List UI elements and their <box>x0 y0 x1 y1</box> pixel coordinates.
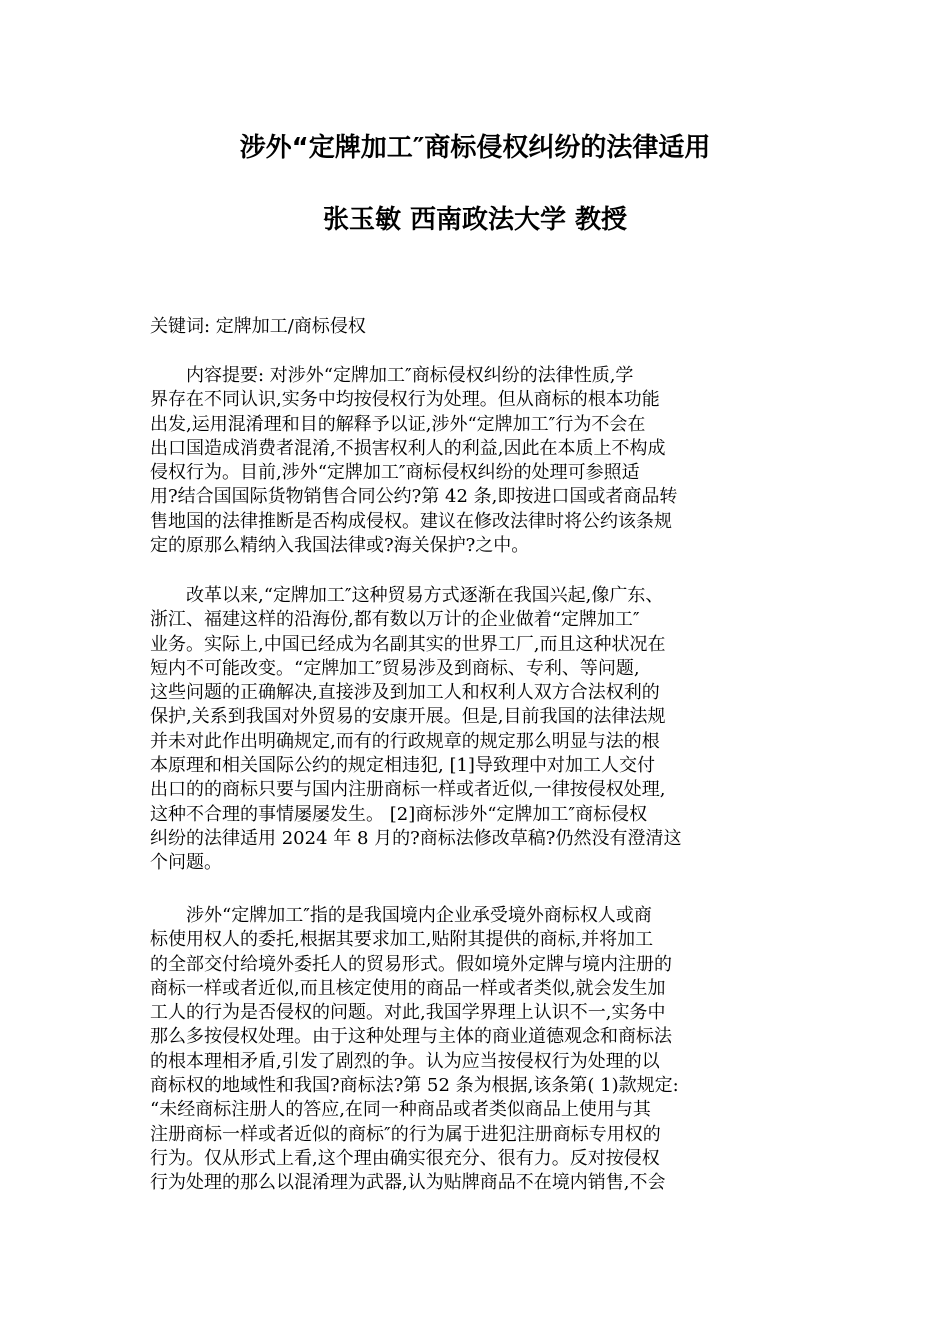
paragraph-line: 这种不合理的事情屡屡发生。 [2]商标涉外“定牌加工″商标侵权 <box>150 803 648 825</box>
paragraph-line: 业务。实际上,中国已经成为名副其实的世界工厂,而且这种状况在 <box>150 633 666 655</box>
document-title: 涉外“定牌加工″商标侵权纠纷的法律适用 <box>239 133 711 163</box>
paragraph-line: 用?结合国国际货物销售合同公约?第 42 条,即按进口国或者商品转 <box>150 486 678 508</box>
paragraph-line: 内容提要: 对涉外“定牌加工″商标侵权纠纷的法律性质,学 <box>150 365 634 386</box>
paragraph-definition <box>150 904 810 1196</box>
paragraph-abstract <box>150 364 810 558</box>
author-line: 张玉敏 西南政法大学 教授 <box>322 205 628 235</box>
paragraph-line: 短内不可能改变。“定牌加工″贸易涉及到商标、专利、等问题, <box>150 657 640 679</box>
paragraph-line: “未经商标注册人的答应,在同一种商品或者类似商品上使用与其 <box>150 1099 651 1121</box>
paragraph-line: 改革以来,“定牌加工″这种贸易方式逐渐在我国兴起,像广东、 <box>150 585 664 606</box>
paragraph-line: 涉外“定牌加工″指的是我国境内企业承受境外商标权人或商 <box>150 905 652 926</box>
paragraph-line: 侵权行为。目前,涉外“定牌加工″商标侵权纠纷的处理可参照适 <box>150 462 640 484</box>
paragraph-line: 这些问题的正确解决,直接涉及到加工人和权利人双方合法权利的 <box>150 682 660 704</box>
paragraph-line: 界存在不同认识,实务中均按侵权行为处理。但从商标的根本功能 <box>150 389 660 411</box>
paragraph-line: 行为处理的那么以混淆理为武器,认为贴牌商品不在境内销售,不会 <box>150 1172 666 1194</box>
paragraph-line: 纠纷的法律适用 2024 年 8 月的?商标法修改草稿?仍然没有澄清这 <box>150 827 682 849</box>
paragraph-line: 售地国的法律推断是否构成侵权。建议在修改法律时将公约该条规 <box>150 510 672 532</box>
paragraph-line: 商标权的地域性和我国?商标法?第 52 条为根据,该条第( 1)款规定: <box>150 1075 679 1097</box>
paragraph-line: 并未对此作出明确规定,而有的行政规章的规定那么明显与法的根 <box>150 730 660 752</box>
paragraph-line: 出发,运用混淆理和目的解释予以证,涉外“定牌加工″行为不会在 <box>150 413 646 435</box>
paragraph-line: 浙江、福建这样的沿海份,都有数以万计的企业做着“定牌加工″ <box>150 609 640 631</box>
paragraph-line: 那么多按侵权处理。由于这种处理与主体的商业道德观念和商标法 <box>150 1026 672 1048</box>
paragraph-line: 出口国造成消费者混淆,不损害权利人的利益,因此在本质上不构成 <box>150 437 666 459</box>
paragraph-line: 的全部交付给境外委托人的贸易形式。假如境外定牌与境内注册的 <box>150 953 672 975</box>
paragraph-line: 商标一样或者近似,而且核定使用的商品一样或者类似,就会发生加 <box>150 977 666 999</box>
paragraph-line: 本原理和相关国际公约的规定相违犯, [1]导致理中对加工人交付 <box>150 755 655 777</box>
keywords-line <box>150 315 810 339</box>
paragraph-line: 工人的行为是否侵权的问题。对此,我国学界理上认识不一,实务中 <box>150 1002 666 1024</box>
paragraph-line: 标使用权人的委托,根据其要求加工,贴附其提供的商标,并将加工 <box>150 929 654 951</box>
paragraph-line: 保护,关系到我国对外贸易的安康开展。但是,目前我国的法律法规 <box>150 706 666 728</box>
paragraph-line: 注册商标一样或者近似的商标″的行为属于进犯注册商标专用权的 <box>150 1123 661 1145</box>
keywords-text: 关键词: 定牌加工/商标侵权 <box>150 316 366 337</box>
paragraph-line: 定的原那么精纳入我国法律或?海关保护?之中。 <box>150 535 530 557</box>
paragraph-line: 出口的的商标只要与国内注册商标一样或者近似,一律按侵权处理, <box>150 779 666 801</box>
paragraph-introduction <box>150 584 810 876</box>
paragraph-line: 个问题。 <box>150 852 222 874</box>
paragraph-line: 行为。仅从形式上看,这个理由确实很充分、很有力。反对按侵权 <box>150 1147 660 1169</box>
paragraph-line: 的根本理相矛盾,引发了剧烈的争。认为应当按侵权行为处理的以 <box>150 1050 660 1072</box>
